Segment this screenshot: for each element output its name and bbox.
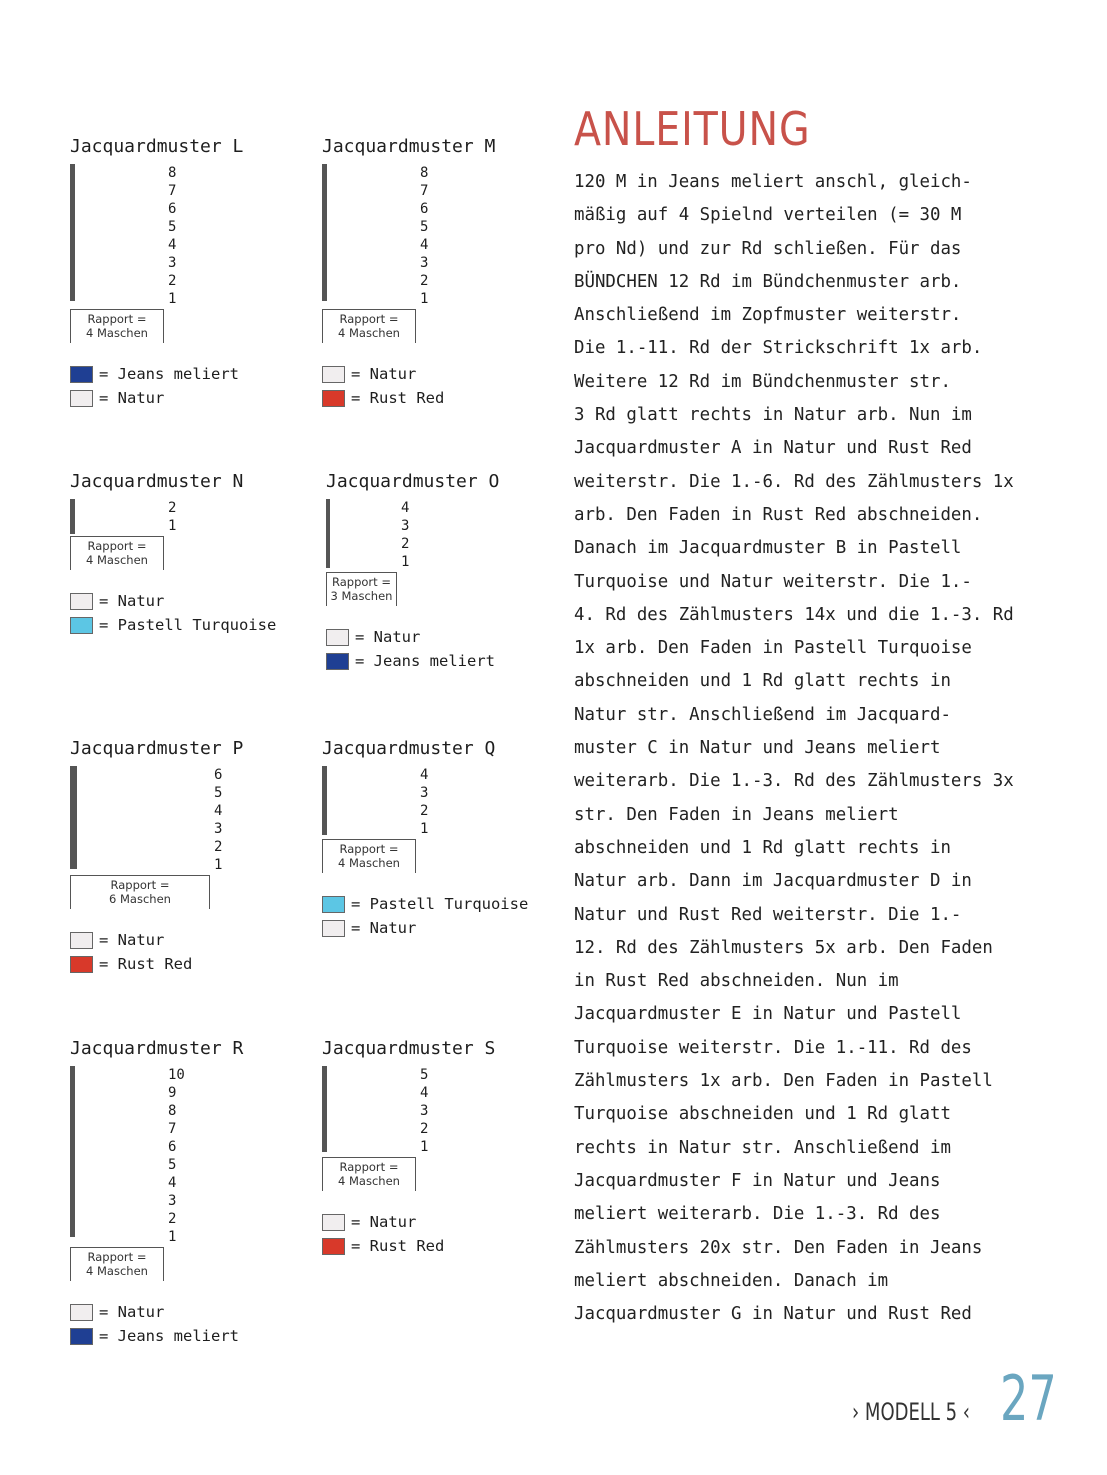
grid-row: [71, 1101, 75, 1118]
instruction-line: Die 1.-11. Rd der Strickschrift 1x arb.: [574, 338, 983, 359]
stitch-grid: [70, 1066, 75, 1237]
legend-item: [322, 892, 528, 916]
rapport-note: [322, 309, 416, 343]
stitch-cell-natur: [326, 250, 327, 267]
stitch-grid: [322, 766, 327, 835]
instruction-line: Jacquardmuster A in Natur und Rust Red: [574, 438, 972, 459]
instruction-line: abschneiden und 1 Rd glatt rechts in: [574, 671, 951, 692]
legend-item: [322, 362, 444, 386]
grid-row: [71, 767, 77, 784]
grid-row: [323, 199, 327, 216]
legend-item: [70, 952, 192, 976]
grid-row: [71, 1203, 75, 1220]
legend-label: = Pastell Turquoise: [99, 616, 277, 634]
stitch-cell-turquoise: [326, 801, 327, 818]
grid-row: [323, 784, 327, 801]
grid-row: [71, 784, 77, 801]
instruction-line: meliert abschneiden. Danach im: [574, 1270, 889, 1291]
stitch-grid: [322, 164, 327, 301]
grid-row: [327, 551, 330, 568]
stitch-cell-rust: [326, 1101, 327, 1118]
stitch-cell-natur: [329, 517, 330, 534]
row-number: 1: [168, 1229, 177, 1245]
stitch-cell-natur: [76, 801, 77, 818]
rapport-line: Rapport =: [87, 312, 147, 326]
grid-row: [71, 216, 75, 233]
grid-row: [323, 1118, 327, 1135]
stitch-cell-natur: [74, 267, 75, 284]
row-number: 9: [168, 1085, 177, 1101]
rapport-line: Rapport =: [332, 575, 391, 589]
chart-title: Jacquardmuster M: [322, 136, 496, 157]
grid-row: [327, 500, 330, 517]
legend-label: = Natur: [351, 1213, 417, 1231]
row-numbers: [168, 164, 176, 308]
row-number: 1: [168, 518, 177, 534]
rapport-line: 4 Maschen: [338, 1174, 400, 1188]
row-number: 2: [168, 273, 177, 289]
row-number: 4: [214, 803, 223, 819]
row-number: 1: [420, 821, 429, 837]
grid-row: [327, 517, 330, 534]
row-number: 4: [420, 767, 429, 783]
grid-row: [323, 818, 327, 835]
row-number: 2: [420, 803, 429, 819]
stitch-cell-natur: [326, 1118, 327, 1135]
stitch-cell-natur: [326, 267, 327, 284]
stitch-grid: [70, 499, 75, 534]
color-legend: [322, 1210, 444, 1258]
color-legend: [70, 1300, 239, 1348]
chart-title: Jacquardmuster O: [326, 471, 500, 492]
color-legend: [326, 625, 495, 673]
legend-label: = Natur: [355, 628, 421, 646]
row-number: 8: [168, 165, 177, 181]
row-number: 2: [401, 536, 410, 552]
grid-row: [323, 216, 327, 233]
instruction-line: weiterstr. Die 1.-6. Rd des Zählmusters 1x: [574, 471, 1014, 492]
legend-item: [70, 1300, 239, 1324]
stitch-cell-jeans: [329, 500, 330, 517]
legend-item: [70, 362, 239, 386]
color-swatch-rust: [322, 390, 345, 407]
stitch-cell-natur: [74, 233, 75, 250]
grid-row: [323, 250, 327, 267]
legend-label: = Natur: [99, 931, 165, 949]
stitch-cell-jeans: [74, 1169, 75, 1186]
stitch-cell-natur: [329, 534, 330, 551]
legend-label: = Pastell Turquoise: [351, 895, 529, 913]
grid-row: [71, 1067, 75, 1084]
stitch-cell-natur: [74, 199, 75, 216]
instruction-line: weiterarb. Die 1.-3. Rd des Zählmusters 3x: [574, 771, 1014, 792]
instruction-line: Zählmusters 20x str. Den Faden in Jeans: [574, 1237, 983, 1258]
page-number: 27: [1000, 1362, 1057, 1435]
grid-row: [71, 1135, 75, 1152]
stitch-cell-natur: [76, 835, 77, 852]
instruction-line: muster C in Natur und Jeans meliert: [574, 738, 941, 759]
row-number: 4: [401, 500, 410, 516]
color-swatch-rust: [70, 956, 93, 973]
grid-row: [71, 199, 75, 216]
row-number: 4: [168, 237, 177, 253]
rapport-line: Rapport =: [87, 539, 147, 553]
instruction-line: Turquoise abschneiden und 1 Rd glatt: [574, 1104, 951, 1125]
legend-item: [70, 613, 276, 637]
legend-item: [322, 1210, 444, 1234]
color-swatch-turquoise: [322, 896, 345, 913]
legend-label: = Natur: [99, 389, 165, 407]
grid-row: [327, 534, 330, 551]
color-legend: [322, 892, 528, 940]
chart-title: Jacquardmuster Q: [322, 738, 496, 759]
rapport-note: [322, 1157, 416, 1191]
row-number: 1: [401, 554, 410, 570]
stitch-grid: [322, 1066, 327, 1152]
legend-item: [70, 928, 192, 952]
grid-row: [71, 1084, 75, 1101]
grid-row: [71, 517, 75, 534]
instruction-line: Natur und Rust Red weiterstr. Die 1.-: [574, 904, 962, 925]
instruction-line: abschneiden und 1 Rd glatt rechts in: [574, 837, 951, 858]
stitch-cell-jeans: [74, 284, 75, 301]
chart-title: Jacquardmuster R: [70, 1038, 244, 1059]
instruction-line: 4. Rd des Zählmusters 14x und die 1.-3. Rd: [574, 604, 1014, 625]
chart-title: Jacquardmuster N: [70, 471, 244, 492]
legend-label: = Jeans meliert: [355, 652, 495, 670]
stitch-cell-natur: [326, 1067, 327, 1084]
grid-row: [323, 1084, 327, 1101]
stitch-cell-jeans: [74, 1135, 75, 1152]
grid-row: [71, 233, 75, 250]
grid-row: [323, 182, 327, 199]
row-number: 8: [168, 1103, 177, 1119]
grid-row: [71, 250, 75, 267]
stitch-cell-jeans: [74, 165, 75, 182]
stitch-cell-natur: [326, 1084, 327, 1101]
rapport-line: 4 Maschen: [338, 326, 400, 340]
grid-row: [71, 182, 75, 199]
row-number: 3: [168, 1193, 177, 1209]
rapport-line: Rapport =: [110, 878, 170, 892]
row-numbers: [168, 1066, 185, 1246]
stitch-cell-jeans: [74, 182, 75, 199]
stitch-cell-natur: [74, 1152, 75, 1169]
stitch-cell-rust: [326, 199, 327, 216]
row-numbers: [401, 499, 409, 571]
grid-row: [323, 801, 327, 818]
rapport-note: [70, 536, 164, 570]
rapport-note: [70, 875, 210, 909]
row-number: 1: [420, 1139, 429, 1155]
legend-item: [326, 625, 495, 649]
legend-label: = Natur: [351, 365, 417, 383]
row-number: 6: [168, 201, 177, 217]
grid-row: [71, 1169, 75, 1186]
row-number: 5: [420, 219, 429, 235]
row-number: 5: [214, 785, 223, 801]
instruction-line: meliert weiterarb. Die 1.-3. Rd des: [574, 1204, 941, 1225]
legend-item: [322, 386, 444, 410]
row-number: 8: [420, 165, 429, 181]
stitch-cell-natur: [74, 1067, 75, 1084]
stitch-cell-natur: [326, 1135, 327, 1152]
row-number: 6: [214, 767, 223, 783]
legend-label: = Rust Red: [99, 955, 193, 973]
instruction-line: Natur arb. Dann im Jacquardmuster D in: [574, 871, 972, 892]
rapport-line: 4 Maschen: [86, 1264, 148, 1278]
rapport-line: 4 Maschen: [86, 326, 148, 340]
row-number: 2: [420, 273, 429, 289]
color-swatch-natur: [70, 593, 93, 610]
grid-row: [323, 1067, 327, 1084]
grid-row: [71, 284, 75, 301]
stitch-cell-natur: [74, 1101, 75, 1118]
color-legend: [70, 362, 239, 410]
instruction-line: mäßig auf 4 Spielnd verteilen (= 30 M: [574, 205, 962, 226]
row-number: 4: [420, 237, 429, 253]
row-number: 5: [168, 219, 177, 235]
grid-row: [71, 835, 77, 852]
row-number: 3: [214, 821, 223, 837]
rapport-line: 3 Maschen: [330, 589, 393, 603]
grid-row: [71, 267, 75, 284]
row-number: 7: [420, 183, 429, 199]
grid-row: [71, 500, 75, 517]
instruction-line: Turquoise weiterstr. Die 1.-11. Rd des: [574, 1037, 972, 1058]
rapport-line: Rapport =: [339, 312, 399, 326]
stitch-cell-natur: [326, 216, 327, 233]
instruction-line: BÜNDCHEN 12 Rd im Bündchenmuster arb.: [574, 271, 962, 292]
row-number: 3: [420, 255, 429, 271]
legend-label: = Natur: [99, 592, 165, 610]
rapport-line: 4 Maschen: [338, 856, 400, 870]
row-number: 2: [214, 839, 223, 855]
rapport-line: Rapport =: [339, 1160, 399, 1174]
color-swatch-natur: [70, 1304, 93, 1321]
row-number: 2: [168, 500, 177, 516]
row-number: 1: [214, 857, 223, 873]
instruction-line: Danach im Jacquardmuster B in Pastell: [574, 538, 962, 559]
stitch-cell-natur: [74, 1084, 75, 1101]
legend-label: = Jeans meliert: [99, 365, 239, 383]
legend-label: = Natur: [99, 1303, 165, 1321]
stitch-cell-natur: [74, 1203, 75, 1220]
stitch-cell-natur: [326, 165, 327, 182]
grid-row: [71, 1152, 75, 1169]
stitch-cell-jeans: [74, 1118, 75, 1135]
stitch-cell-natur: [326, 767, 327, 784]
stitch-cell-natur: [74, 517, 75, 534]
legend-item: [70, 386, 239, 410]
stitch-grid: [70, 766, 77, 869]
grid-row: [71, 852, 77, 869]
rapport-line: 4 Maschen: [86, 553, 148, 567]
color-swatch-natur: [70, 390, 93, 407]
color-swatch-natur: [70, 932, 93, 949]
instruction-line: Jacquardmuster F in Natur und Jeans: [574, 1170, 941, 1191]
legend-label: = Rust Red: [351, 389, 445, 407]
grid-row: [71, 801, 77, 818]
stitch-grid: [326, 499, 330, 568]
stitch-cell-natur: [74, 216, 75, 233]
grid-row: [323, 284, 327, 301]
color-legend: [322, 362, 444, 410]
instruction-line: in Rust Red abschneiden. Nun im: [574, 971, 899, 992]
legend-item: [70, 1324, 239, 1348]
rapport-note: [70, 1247, 164, 1281]
instruction-line: Jacquardmuster G in Natur und Rust Red: [574, 1304, 972, 1325]
stitch-cell-jeans: [329, 551, 330, 568]
row-number: 5: [168, 1157, 177, 1173]
grid-row: [323, 767, 327, 784]
instruction-line: arb. Den Faden in Rust Red abschneiden.: [574, 504, 983, 525]
color-swatch-rust: [322, 1238, 345, 1255]
instructions-heading: ANLEITUNG: [574, 102, 811, 156]
color-swatch-turquoise: [70, 617, 93, 634]
row-number: 3: [401, 518, 410, 534]
chart-title: Jacquardmuster P: [70, 738, 244, 759]
stitch-cell-natur: [76, 852, 77, 869]
rapport-note: [326, 572, 397, 606]
legend-item: [322, 1234, 444, 1258]
grid-row: [71, 1118, 75, 1135]
chart-title: Jacquardmuster S: [322, 1038, 496, 1059]
instruction-line: rechts in Natur str. Anschließend im: [574, 1137, 951, 1158]
instruction-line: Anschließend im Zopfmuster weiterstr.: [574, 305, 962, 326]
row-number: 1: [168, 291, 177, 307]
grid-row: [323, 233, 327, 250]
stitch-cell-natur: [74, 1220, 75, 1237]
instruction-line: pro Nd) und zur Rd schließen. Für das: [574, 238, 962, 259]
row-number: 2: [168, 1211, 177, 1227]
stitch-cell-natur: [326, 284, 327, 301]
legend-item: [326, 649, 495, 673]
grid-row: [323, 267, 327, 284]
row-numbers: [168, 499, 176, 535]
legend-label: = Natur: [351, 919, 417, 937]
stitch-cell-rust: [76, 767, 77, 784]
stitch-cell-natur: [74, 500, 75, 517]
grid-row: [71, 165, 75, 182]
row-number: 3: [420, 1103, 429, 1119]
instruction-line: 12. Rd des Zählmusters 5x arb. Den Faden: [574, 937, 993, 958]
row-number: 4: [420, 1085, 429, 1101]
row-number: 7: [168, 1121, 177, 1137]
row-numbers: [420, 1066, 428, 1156]
color-swatch-jeans: [326, 653, 349, 670]
row-number: 4: [168, 1175, 177, 1191]
row-number: 2: [420, 1121, 429, 1137]
row-number: 6: [168, 1139, 177, 1155]
grid-row: [71, 1186, 75, 1203]
row-number: 7: [168, 183, 177, 199]
color-swatch-natur: [322, 920, 345, 937]
instruction-line: Jacquardmuster E in Natur und Pastell: [574, 1004, 962, 1025]
legend-label: = Rust Red: [351, 1237, 445, 1255]
instruction-line: Natur str. Anschließend im Jacquard-: [574, 704, 951, 725]
rapport-line: 6 Maschen: [109, 892, 171, 906]
rapport-line: Rapport =: [339, 842, 399, 856]
instruction-line: 120 M in Jeans meliert anschl, gleich-: [574, 172, 972, 192]
row-numbers: [420, 766, 428, 838]
stitch-cell-turquoise: [326, 784, 327, 801]
row-numbers: [420, 164, 428, 308]
color-swatch-natur: [322, 1214, 345, 1231]
color-swatch-natur: [322, 366, 345, 383]
color-swatch-natur: [326, 629, 349, 646]
stitch-cell-natur: [74, 250, 75, 267]
footer-model-label: › MODELL 5 ‹: [852, 1398, 971, 1426]
grid-row: [71, 818, 77, 835]
instruction-line: Zählmusters 1x arb. Den Faden in Pastell: [574, 1071, 993, 1092]
legend-item: [322, 916, 528, 940]
instruction-line: str. Den Faden in Jeans meliert: [574, 804, 899, 825]
color-legend: [70, 928, 192, 976]
row-number: 3: [420, 785, 429, 801]
stitch-cell-natur: [326, 182, 327, 199]
stitch-grid: [70, 164, 75, 301]
chart-title: Jacquardmuster L: [70, 136, 244, 157]
rapport-note: [70, 309, 164, 343]
row-number: 5: [420, 1067, 429, 1083]
instruction-line: 1x arb. Den Faden in Pastell Turquoise: [574, 638, 972, 659]
stitch-cell-rust: [76, 818, 77, 835]
instructions-text: [574, 166, 1054, 1331]
instruction-line: 3 Rd glatt rechts in Natur arb. Nun im: [574, 405, 972, 426]
grid-row: [323, 165, 327, 182]
legend-label: = Jeans meliert: [99, 1327, 239, 1345]
grid-row: [323, 1135, 327, 1152]
row-number: 10: [168, 1067, 185, 1083]
stitch-cell-natur: [74, 1186, 75, 1203]
stitch-cell-natur: [76, 784, 77, 801]
row-number: 3: [168, 255, 177, 271]
rapport-line: Rapport =: [87, 1250, 147, 1264]
color-swatch-jeans: [70, 366, 93, 383]
instruction-line: Turquoise und Natur weiterstr. Die 1.-: [574, 571, 972, 592]
rapport-note: [322, 839, 416, 873]
legend-item: [70, 589, 276, 613]
row-number: 1: [420, 291, 429, 307]
row-numbers: [214, 766, 222, 874]
stitch-cell-turquoise: [326, 818, 327, 835]
color-swatch-jeans: [70, 1328, 93, 1345]
stitch-cell-natur: [326, 233, 327, 250]
instruction-line: Weitere 12 Rd im Bündchenmuster str.: [574, 371, 951, 392]
grid-row: [71, 1220, 75, 1237]
grid-row: [323, 1101, 327, 1118]
color-legend: [70, 589, 276, 637]
row-number: 6: [420, 201, 429, 217]
